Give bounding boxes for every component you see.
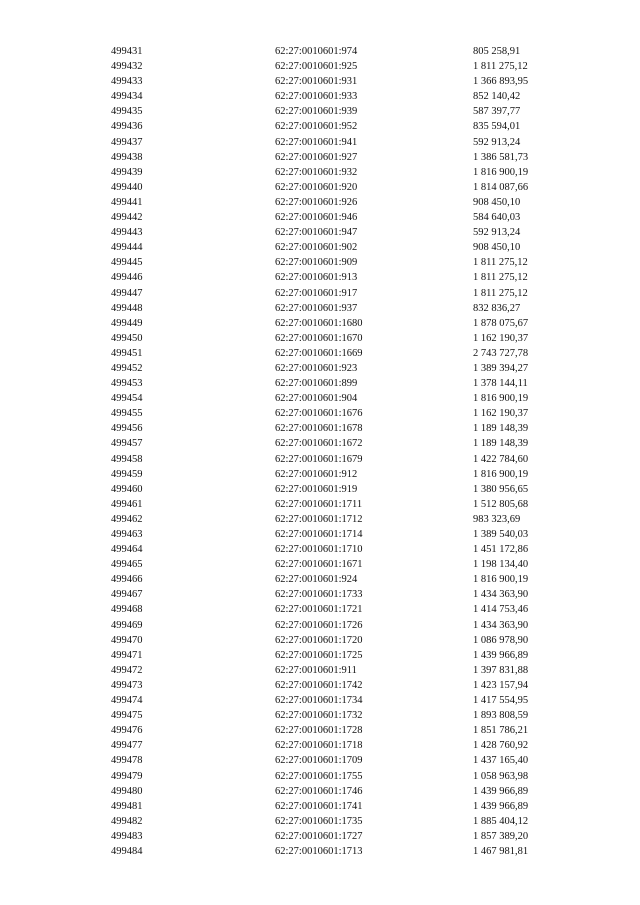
table-row	[111, 557, 593, 572]
row-number: 499459	[111, 468, 143, 480]
table-row	[111, 255, 593, 270]
cadastral-value: 1 086 978,90	[473, 634, 529, 646]
table-row	[111, 497, 593, 512]
row-number: 499464	[111, 544, 143, 556]
table-row	[111, 104, 593, 119]
cadastral-number: 62:27:0010601:911	[275, 664, 357, 676]
table-row	[111, 376, 593, 391]
row-number: 499483	[111, 830, 143, 842]
row-number: 499478	[111, 755, 143, 767]
row-number: 499484	[111, 845, 143, 857]
table-row	[111, 572, 593, 587]
cadastral-value: 1 434 363,90	[473, 619, 529, 631]
cadastral-value: 1 811 275,12	[473, 257, 528, 269]
cadastral-value: 832 836,27	[473, 302, 521, 314]
table-row	[111, 844, 593, 859]
table-row	[111, 240, 593, 255]
table-row	[111, 633, 593, 648]
cadastral-value: 908 450,10	[473, 242, 521, 254]
cadastral-number: 62:27:0010601:1732	[275, 710, 363, 722]
cadastral-number: 62:27:0010601:1672	[275, 438, 363, 450]
cadastral-number: 62:27:0010601:932	[275, 166, 358, 178]
cadastral-value: 1 814 087,66	[473, 181, 529, 193]
cadastral-number: 62:27:0010601:941	[275, 136, 358, 148]
table-row	[111, 587, 593, 602]
table-row	[111, 135, 593, 150]
table-row	[111, 799, 593, 814]
cadastral-value: 1 851 786,21	[473, 725, 529, 737]
cadastral-number: 62:27:0010601:1728	[275, 725, 363, 737]
cadastral-number: 62:27:0010601:904	[275, 393, 358, 405]
cadastral-number: 62:27:0010601:1669	[275, 347, 363, 359]
cadastral-value: 1 423 157,94	[473, 679, 529, 691]
cadastral-number: 62:27:0010601:1735	[275, 815, 363, 827]
cadastral-value: 1 386 581,73	[473, 151, 529, 163]
row-number: 499467	[111, 589, 143, 601]
row-number: 499443	[111, 227, 143, 239]
table-row	[111, 346, 593, 361]
cadastral-value: 1 512 805,68	[473, 498, 529, 510]
table-row	[111, 678, 593, 693]
cadastral-value: 1 811 275,12	[473, 287, 528, 299]
cadastral-number: 62:27:0010601:1712	[275, 513, 363, 525]
table-row	[111, 361, 593, 376]
table-row	[111, 180, 593, 195]
cadastral-number: 62:27:0010601:933	[275, 91, 358, 103]
cadastral-number: 62:27:0010601:1734	[275, 695, 363, 707]
cadastral-number: 62:27:0010601:924	[275, 574, 358, 586]
cadastral-value: 908 450,10	[473, 196, 521, 208]
cadastral-value: 1 198 134,40	[473, 559, 529, 571]
row-number: 499438	[111, 151, 143, 163]
table-row	[111, 286, 593, 301]
cadastral-value: 1 380 956,65	[473, 483, 529, 495]
cadastral-value: 852 140,42	[473, 91, 521, 103]
cadastral-number: 62:27:0010601:931	[275, 76, 358, 88]
row-number: 499480	[111, 785, 143, 797]
cadastral-number: 62:27:0010601:927	[275, 151, 358, 163]
cadastral-value: 1 414 753,46	[473, 604, 529, 616]
table-row	[111, 270, 593, 285]
cadastral-value: 1 439 966,89	[473, 800, 529, 812]
table-row	[111, 482, 593, 497]
table-row	[111, 406, 593, 421]
cadastral-value: 1 162 190,37	[473, 408, 529, 420]
cadastral-value: 592 913,24	[473, 136, 521, 148]
cadastral-number: 62:27:0010601:1714	[275, 529, 363, 540]
cadastral-number: 62:27:0010601:1721	[275, 604, 363, 616]
table-row	[111, 331, 593, 346]
cadastral-value-table	[111, 44, 593, 859]
table-body	[111, 44, 593, 859]
cadastral-value: 1 467 981,81	[473, 845, 529, 857]
row-number: 499444	[111, 242, 143, 254]
row-number: 499431	[111, 46, 143, 57]
cadastral-value: 1 189 148,39	[473, 423, 529, 435]
row-number: 499474	[111, 695, 143, 707]
cadastral-number: 62:27:0010601:920	[275, 181, 358, 193]
table-row	[111, 436, 593, 451]
table-row	[111, 738, 593, 753]
row-number: 499456	[111, 423, 143, 435]
cadastral-value: 1 162 190,37	[473, 332, 529, 344]
cadastral-number: 62:27:0010601:1678	[275, 423, 363, 435]
row-number: 499455	[111, 408, 143, 420]
cadastral-value: 1 451 172,86	[473, 544, 529, 556]
cadastral-number: 62:27:0010601:1726	[275, 619, 363, 631]
table-row	[111, 708, 593, 723]
table-row	[111, 452, 593, 467]
cadastral-number: 62:27:0010601:1680	[275, 317, 363, 329]
row-number: 499461	[111, 498, 143, 510]
row-number: 499468	[111, 604, 143, 616]
cadastral-number: 62:27:0010601:1713	[275, 845, 363, 857]
row-number: 499449	[111, 317, 143, 329]
row-number: 499435	[111, 106, 143, 118]
table-row	[111, 542, 593, 557]
cadastral-number: 62:27:0010601:912	[275, 468, 358, 480]
table-row	[111, 89, 593, 104]
row-number: 499432	[111, 61, 143, 73]
cadastral-value: 1 439 966,89	[473, 649, 529, 661]
cadastral-value: 1 058 963,98	[473, 770, 529, 782]
cadastral-number: 62:27:0010601:917	[275, 287, 358, 299]
table-row	[111, 512, 593, 527]
cadastral-value: 592 913,24	[473, 227, 521, 239]
cadastral-number: 62:27:0010601:926	[275, 196, 358, 208]
row-number: 499445	[111, 257, 143, 269]
table-row	[111, 421, 593, 436]
cadastral-value: 1 816 900,19	[473, 574, 529, 586]
cadastral-number: 62:27:0010601:1671	[275, 559, 363, 571]
row-number: 499481	[111, 800, 143, 812]
table-row	[111, 663, 593, 678]
row-number: 499472	[111, 664, 143, 676]
table-row	[111, 316, 593, 331]
table-row	[111, 225, 593, 240]
cadastral-value: 2 743 727,78	[473, 347, 529, 359]
table-row	[111, 150, 593, 165]
cadastral-number: 62:27:0010601:1733	[275, 589, 363, 601]
cadastral-value: 1 437 165,40	[473, 755, 529, 767]
cadastral-number: 62:27:0010601:1720	[275, 634, 363, 646]
cadastral-number: 62:27:0010601:1711	[275, 498, 363, 510]
table-row	[111, 195, 593, 210]
cadastral-number: 62:27:0010601:1742	[275, 679, 363, 691]
cadastral-value: 1 816 900,19	[473, 393, 529, 405]
table-row	[111, 648, 593, 663]
cadastral-number: 62:27:0010601:1676	[275, 408, 363, 420]
cadastral-number: 62:27:0010601:939	[275, 106, 358, 118]
cadastral-number: 62:27:0010601:1746	[275, 785, 363, 797]
row-number: 499436	[111, 121, 143, 133]
table-row	[111, 44, 593, 59]
table-row	[111, 210, 593, 225]
table-row	[111, 74, 593, 89]
cadastral-number: 62:27:0010601:925	[275, 61, 358, 73]
row-number: 499433	[111, 76, 143, 88]
cadastral-number: 62:27:0010601:937	[275, 302, 358, 314]
cadastral-value: 587 397,77	[473, 106, 521, 118]
cadastral-number: 62:27:0010601:923	[275, 362, 358, 374]
table-row	[111, 784, 593, 799]
row-number: 499462	[111, 513, 143, 525]
row-number: 499454	[111, 393, 143, 405]
table-row	[111, 301, 593, 316]
table-row	[111, 829, 593, 844]
cadastral-number: 62:27:0010601:1755	[275, 770, 363, 782]
row-number: 499447	[111, 287, 143, 299]
cadastral-value: 1 366 893,95	[473, 76, 529, 88]
cadastral-value: 584 640,03	[473, 212, 521, 224]
row-number: 499465	[111, 559, 143, 571]
row-number: 499437	[111, 136, 143, 148]
row-number: 499475	[111, 710, 143, 722]
cadastral-value: 1 816 900,19	[473, 468, 529, 480]
cadastral-value: 1 397 831,88	[473, 664, 529, 676]
row-number: 499439	[111, 166, 143, 178]
table-row	[111, 814, 593, 829]
cadastral-number: 62:27:0010601:952	[275, 121, 358, 133]
cadastral-number: 62:27:0010601:1709	[275, 755, 363, 767]
cadastral-value: 1 417 554,95	[473, 695, 529, 707]
cadastral-number: 62:27:0010601:909	[275, 257, 358, 269]
row-number: 499448	[111, 302, 143, 314]
cadastral-value: 1 434 363,90	[473, 589, 529, 601]
row-number: 499434	[111, 91, 143, 103]
cadastral-number: 62:27:0010601:1670	[275, 332, 363, 344]
table-row	[111, 723, 593, 738]
cadastral-value: 1 811 275,12	[473, 61, 528, 73]
row-number: 499477	[111, 740, 143, 752]
table-row	[111, 119, 593, 134]
cadastral-value: 1 857 389,20	[473, 830, 529, 842]
row-number: 499466	[111, 574, 143, 586]
row-number: 499446	[111, 272, 143, 284]
cadastral-value: 1 893 808,59	[473, 710, 529, 722]
cadastral-number: 62:27:0010601:1741	[275, 800, 363, 812]
row-number: 499451	[111, 347, 143, 359]
cadastral-number: 62:27:0010601:946	[275, 212, 358, 224]
table-row	[111, 527, 593, 542]
cadastral-number: 62:27:0010601:947	[275, 227, 358, 239]
cadastral-value: 1 428 760,92	[473, 740, 529, 752]
cadastral-value: 1 439 966,89	[473, 785, 529, 797]
cadastral-value: 1 878 075,67	[473, 317, 529, 329]
row-number: 499440	[111, 181, 143, 193]
row-number: 499469	[111, 619, 143, 631]
row-number: 499450	[111, 332, 143, 344]
cadastral-number: 62:27:0010601:902	[275, 242, 358, 254]
cadastral-number: 62:27:0010601:1727	[275, 830, 363, 842]
cadastral-number: 62:27:0010601:974	[275, 46, 358, 57]
cadastral-value: 1 422 784,60	[473, 453, 529, 465]
row-number: 499460	[111, 483, 143, 495]
cadastral-number: 62:27:0010601:919	[275, 483, 358, 495]
table-row	[111, 618, 593, 633]
table-row	[111, 769, 593, 784]
cadastral-number: 62:27:0010601:1710	[275, 544, 363, 556]
cadastral-number: 62:27:0010601:1679	[275, 453, 363, 465]
cadastral-value: 1 816 900,19	[473, 166, 529, 178]
row-number: 499452	[111, 362, 143, 374]
cadastral-number: 62:27:0010601:899	[275, 378, 358, 390]
row-number: 499457	[111, 438, 143, 450]
row-number: 499458	[111, 453, 143, 465]
row-number: 499463	[111, 529, 143, 540]
cadastral-value: 983 323,69	[473, 513, 521, 525]
cadastral-value: 1 811 275,12	[473, 272, 528, 284]
row-number: 499473	[111, 679, 143, 691]
cadastral-value: 805 258,91	[473, 46, 521, 57]
row-number: 499476	[111, 725, 143, 737]
table-row	[111, 467, 593, 482]
cadastral-value: 835 594,01	[473, 121, 521, 133]
row-number: 499453	[111, 378, 143, 390]
row-number: 499471	[111, 649, 143, 661]
table-row	[111, 391, 593, 406]
table-row	[111, 602, 593, 617]
cadastral-value: 1 189 148,39	[473, 438, 529, 450]
row-number: 499482	[111, 815, 143, 827]
cadastral-value: 1 389 394,27	[473, 362, 529, 374]
table-row	[111, 693, 593, 708]
cadastral-number: 62:27:0010601:1725	[275, 649, 363, 661]
row-number: 499442	[111, 212, 143, 224]
row-number: 499479	[111, 770, 143, 782]
table-row	[111, 165, 593, 180]
cadastral-value: 1 885 404,12	[473, 815, 529, 827]
table-row	[111, 753, 593, 768]
cadastral-number: 62:27:0010601:913	[275, 272, 358, 284]
cadastral-value: 1 378 144,11	[473, 378, 528, 390]
row-number: 499470	[111, 634, 143, 646]
cadastral-number: 62:27:0010601:1718	[275, 740, 363, 752]
row-number: 499441	[111, 196, 143, 208]
cadastral-value: 1 389 540,03	[473, 529, 529, 540]
table-row	[111, 59, 593, 74]
